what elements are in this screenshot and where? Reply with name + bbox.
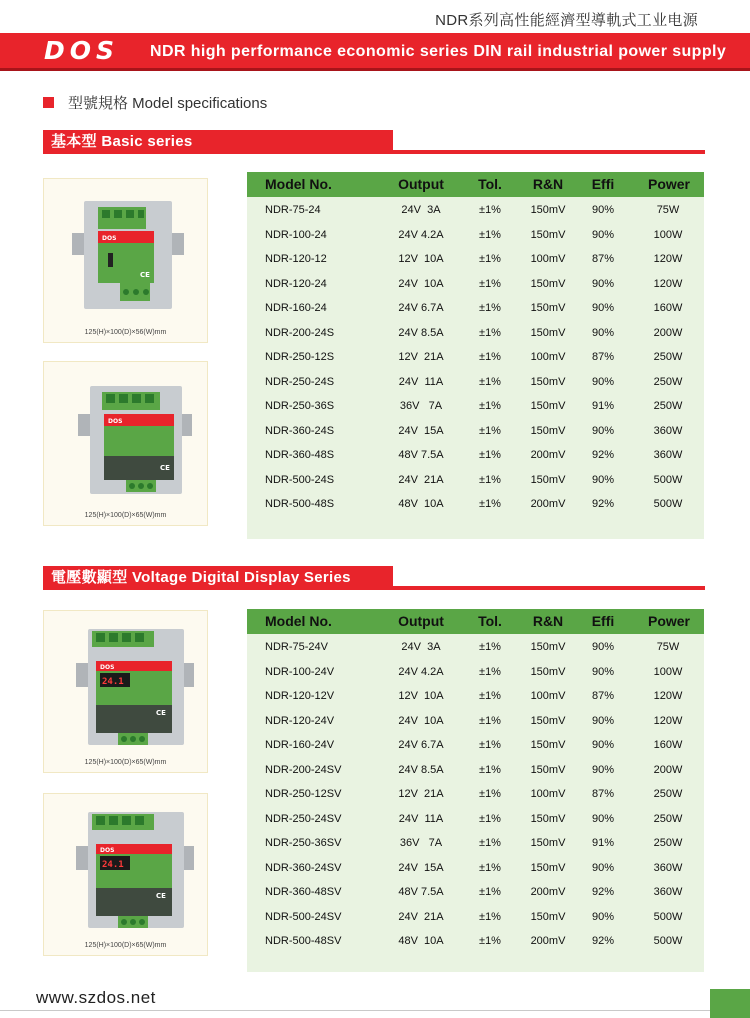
table-row — [247, 807, 704, 832]
product-dimensions: 125(H)×100(D)×65(W)mm — [84, 942, 167, 949]
table-row — [247, 929, 704, 954]
cell-effi: 90% — [591, 473, 615, 486]
cell-effi: 92% — [591, 935, 615, 947]
cell-rn: 200mV — [530, 449, 566, 461]
col-header-rn: R&N — [532, 176, 564, 192]
cell-output: 24V 15A — [398, 861, 444, 874]
cell-model: NDR-500-24S — [265, 473, 335, 486]
power-supply-image — [44, 794, 209, 934]
col-header-rn: R&N — [532, 613, 564, 629]
footer-accent-block — [710, 989, 750, 1018]
table-row — [247, 709, 704, 734]
col-header-tol: Tol. — [478, 613, 502, 629]
cell-power: 75W — [656, 641, 680, 653]
product-dimensions: 125(H)×100(D)×56(W)mm — [84, 329, 167, 336]
cell-power: 250W — [653, 351, 683, 363]
cell-model: NDR-200-24SV — [265, 763, 342, 776]
model-spec-heading — [43, 92, 267, 113]
cell-output: 24V 21A — [398, 473, 444, 486]
col-header-effi: Effi — [591, 613, 615, 629]
cell-model: NDR-250-36SV — [265, 837, 342, 849]
col-header-output: Output — [398, 176, 444, 192]
table-header — [247, 609, 704, 634]
cell-output: 24V 6.7A — [398, 739, 444, 751]
table-row — [247, 443, 704, 468]
cell-effi: 87% — [591, 253, 615, 265]
cell-power: 360W — [653, 449, 683, 461]
cell-tol: ±1% — [479, 714, 501, 727]
cell-output: 24V 8.5A — [398, 326, 444, 339]
cell-rn: 150mV — [530, 277, 566, 290]
cell-output: 48V 7.5A — [398, 449, 444, 461]
table-row — [247, 370, 704, 395]
cell-power: 120W — [653, 714, 683, 727]
spec-table-digital — [247, 609, 704, 972]
cell-rn: 100mV — [530, 351, 566, 363]
cell-tol: ±1% — [479, 498, 501, 510]
table-row — [247, 419, 704, 444]
power-supply-image — [44, 611, 209, 751]
cell-effi: 92% — [591, 886, 615, 898]
table-row — [247, 782, 704, 807]
cell-tol: ±1% — [479, 861, 501, 874]
cell-effi: 90% — [591, 641, 615, 653]
table-row — [247, 198, 704, 223]
cell-rn: 150mV — [530, 375, 566, 388]
cell-rn: 150mV — [530, 424, 566, 437]
col-header-power: Power — [647, 613, 690, 629]
display-readout-text: 24.1 — [102, 860, 124, 870]
cell-model: NDR-360-24SV — [265, 861, 342, 874]
cell-rn: 150mV — [530, 641, 566, 653]
cell-power: 500W — [653, 910, 683, 923]
cell-output: 24V 21A — [398, 910, 444, 923]
cell-tol: ±1% — [479, 253, 501, 265]
cell-power: 250W — [653, 812, 683, 825]
cell-power: 120W — [653, 690, 683, 702]
cell-model: NDR-250-24S — [265, 375, 335, 388]
table-row — [247, 856, 704, 881]
cell-effi: 90% — [591, 739, 615, 751]
cell-model: NDR-250-36S — [265, 400, 335, 412]
cell-rn: 100mV — [530, 690, 566, 702]
cell-tol: ±1% — [479, 788, 501, 800]
table-row — [247, 345, 704, 370]
cell-output: 48V 10A — [398, 935, 444, 947]
cell-rn: 150mV — [530, 837, 566, 849]
cell-output: 24V 15A — [398, 424, 444, 437]
section-title-basic: 基本型 Basic series — [43, 130, 393, 154]
cell-rn: 150mV — [530, 473, 566, 486]
table-row — [247, 660, 704, 685]
cell-tol: ±1% — [479, 302, 501, 314]
cell-model: NDR-250-12S — [265, 351, 335, 363]
cell-output: 24V 4.2A — [398, 665, 444, 678]
cell-output: 24V 3A — [401, 204, 441, 216]
cell-tol: ±1% — [479, 228, 501, 241]
header-title-cn: NDR系列高性能經濟型導軌式工业电源 — [435, 12, 698, 29]
cell-model: NDR-160-24V — [265, 739, 335, 751]
cell-power: 250W — [653, 788, 683, 800]
cell-model: NDR-120-24 — [265, 277, 327, 290]
cell-rn: 150mV — [530, 910, 566, 923]
cell-output: 24V 11A — [398, 375, 444, 388]
table-row — [247, 321, 704, 346]
table-row — [247, 394, 704, 419]
cell-tol: ±1% — [479, 375, 501, 388]
cell-model: NDR-360-48S — [265, 449, 335, 461]
product-brand-text: DOS — [108, 418, 123, 425]
product-brand-text: DOS — [102, 235, 117, 242]
table-row — [247, 492, 704, 517]
table-row — [247, 468, 704, 493]
col-header-model: Model No. — [265, 176, 332, 192]
cell-tol: ±1% — [479, 400, 501, 412]
cell-effi: 90% — [591, 910, 615, 923]
footer-website[interactable]: www.szdos.net — [36, 988, 156, 1007]
cell-rn: 150mV — [530, 714, 566, 727]
cell-tol: ±1% — [479, 837, 501, 849]
cell-power: 160W — [653, 739, 683, 751]
cell-output: 24V 3A — [401, 641, 441, 653]
cell-rn: 150mV — [530, 739, 566, 751]
cell-tol: ±1% — [479, 665, 501, 678]
cell-power: 200W — [653, 763, 683, 776]
cell-output: 24V 6.7A — [398, 302, 444, 314]
cell-power: 160W — [653, 302, 683, 314]
header-banner-shadow — [0, 68, 750, 71]
cell-power: 250W — [653, 400, 683, 412]
cell-power: 360W — [653, 886, 683, 898]
cell-rn: 150mV — [530, 204, 566, 216]
product-cert-text: CE — [156, 892, 166, 900]
cell-model: NDR-500-48S — [265, 498, 335, 510]
table-row — [247, 905, 704, 930]
cell-effi: 91% — [591, 837, 615, 849]
section-underline — [43, 586, 705, 590]
cell-effi: 90% — [591, 204, 615, 216]
power-supply-image — [44, 179, 209, 319]
cell-tol: ±1% — [479, 204, 501, 216]
cell-effi: 90% — [591, 861, 615, 874]
cell-model: NDR-160-24 — [265, 302, 327, 314]
cell-rn: 150mV — [530, 861, 566, 874]
col-header-tol: Tol. — [478, 176, 502, 192]
cell-rn: 200mV — [530, 886, 566, 898]
cell-model: NDR-75-24V — [265, 641, 328, 653]
cell-tol: ±1% — [479, 935, 501, 947]
cell-model: NDR-250-24SV — [265, 812, 342, 825]
cell-model: NDR-75-24 — [265, 204, 321, 216]
product-cert-text: CE — [160, 464, 170, 472]
cell-rn: 150mV — [530, 228, 566, 241]
table-row — [247, 758, 704, 783]
cell-effi: 90% — [591, 714, 615, 727]
cell-power: 120W — [653, 277, 683, 290]
cell-tol: ±1% — [479, 886, 501, 898]
cell-effi: 87% — [591, 788, 615, 800]
cell-model: NDR-120-12V — [265, 690, 335, 702]
power-supply-image — [44, 362, 209, 502]
cell-tol: ±1% — [479, 351, 501, 363]
cell-tol: ±1% — [479, 690, 501, 702]
cell-output: 24V 11A — [398, 812, 444, 825]
product-image-box — [43, 793, 208, 956]
cell-effi: 90% — [591, 302, 615, 314]
table-header — [247, 172, 704, 197]
cell-rn: 200mV — [530, 498, 566, 510]
cell-output: 48V 10A — [398, 498, 444, 510]
product-image-box — [43, 361, 208, 526]
cell-output: 24V 8.5A — [398, 763, 444, 776]
table-row — [247, 296, 704, 321]
cell-tol: ±1% — [479, 326, 501, 339]
cell-output: 48V 7.5A — [398, 886, 444, 898]
cell-model: NDR-200-24S — [265, 326, 335, 339]
cell-output: 36V 7A — [399, 837, 443, 849]
table-row — [247, 272, 704, 297]
product-brand-text: DOS — [100, 847, 115, 854]
product-cert-text: CE — [156, 709, 166, 717]
cell-rn: 150mV — [530, 326, 566, 339]
cell-power: 360W — [653, 424, 683, 437]
cell-rn: 150mV — [530, 812, 566, 825]
cell-tol: ±1% — [479, 449, 501, 461]
model-spec-heading-text: 型號規格 Model specifications — [68, 95, 268, 112]
cell-effi: 90% — [591, 665, 615, 678]
brand-logo: DOS — [44, 36, 120, 65]
cell-power: 120W — [653, 253, 683, 265]
col-header-power: Power — [647, 176, 690, 192]
footer-divider — [0, 1010, 750, 1011]
cell-effi: 91% — [591, 400, 615, 412]
table-row — [247, 223, 704, 248]
cell-tol: ±1% — [479, 812, 501, 825]
cell-effi: 90% — [591, 375, 615, 388]
table-row — [247, 831, 704, 856]
bullet-square-icon — [43, 97, 54, 108]
cell-rn: 150mV — [530, 665, 566, 678]
table-row — [247, 733, 704, 758]
cell-effi: 90% — [591, 326, 615, 339]
cell-model: NDR-100-24V — [265, 665, 335, 678]
cell-model: NDR-120-24V — [265, 714, 335, 727]
cell-power: 250W — [653, 375, 683, 388]
cell-power: 200W — [653, 326, 683, 339]
cell-model: NDR-360-48SV — [265, 886, 342, 898]
cell-model: NDR-250-12SV — [265, 788, 342, 800]
col-header-effi: Effi — [591, 176, 615, 192]
cell-effi: 90% — [591, 277, 615, 290]
cell-output: 12V 10A — [398, 253, 444, 265]
cell-effi: 92% — [591, 449, 615, 461]
section-title-digital: 電壓數顯型 Voltage Digital Display Series — [43, 566, 393, 590]
cell-effi: 87% — [591, 351, 615, 363]
cell-rn: 100mV — [530, 253, 566, 265]
cell-power: 500W — [653, 473, 683, 486]
cell-rn: 150mV — [530, 763, 566, 776]
cell-tol: ±1% — [479, 641, 501, 653]
cell-effi: 90% — [591, 763, 615, 776]
table-row — [247, 247, 704, 272]
product-cert-text: CE — [140, 271, 150, 279]
spec-table-basic — [247, 172, 704, 539]
col-header-output: Output — [398, 613, 444, 629]
display-readout-text: 24.1 — [102, 677, 124, 687]
cell-tol: ±1% — [479, 910, 501, 923]
cell-model: NDR-500-24SV — [265, 910, 342, 923]
product-dimensions: 125(H)×100(D)×65(W)mm — [84, 759, 167, 766]
table-row — [247, 635, 704, 660]
cell-output: 12V 21A — [398, 351, 444, 363]
product-image-box — [43, 178, 208, 343]
cell-output: 24V 10A — [398, 277, 444, 290]
col-header-model: Model No. — [265, 613, 332, 629]
cell-output: 12V 10A — [398, 690, 444, 702]
cell-power: 75W — [656, 204, 680, 216]
cell-output: 12V 21A — [398, 788, 444, 800]
cell-output: 24V 4.2A — [398, 228, 444, 241]
cell-rn: 150mV — [530, 302, 566, 314]
cell-power: 500W — [653, 498, 683, 510]
table-row — [247, 880, 704, 905]
cell-tol: ±1% — [479, 473, 501, 486]
cell-model: NDR-120-12 — [265, 253, 327, 265]
cell-power: 250W — [653, 837, 683, 849]
cell-effi: 90% — [591, 228, 615, 241]
product-dimensions: 125(H)×100(D)×65(W)mm — [84, 512, 167, 519]
cell-power: 100W — [653, 665, 683, 678]
cell-power: 360W — [653, 861, 683, 874]
cell-power: 100W — [653, 228, 683, 241]
cell-tol: ±1% — [479, 739, 501, 751]
cell-effi: 92% — [591, 498, 615, 510]
header-title-en: NDR high performance economic series DIN rail industrial power supply — [150, 43, 727, 60]
cell-rn: 200mV — [530, 935, 566, 947]
product-brand-text: DOS — [100, 664, 115, 671]
cell-model: NDR-360-24S — [265, 424, 335, 437]
cell-rn: 100mV — [530, 788, 566, 800]
table-row — [247, 684, 704, 709]
cell-rn: 150mV — [530, 400, 566, 412]
section-underline — [43, 150, 705, 154]
cell-effi: 90% — [591, 812, 615, 825]
cell-effi: 87% — [591, 690, 615, 702]
cell-tol: ±1% — [479, 277, 501, 290]
cell-model: NDR-100-24 — [265, 228, 327, 241]
cell-effi: 90% — [591, 424, 615, 437]
cell-model: NDR-500-48SV — [265, 935, 342, 947]
cell-output: 24V 10A — [398, 714, 444, 727]
cell-output: 36V 7A — [399, 400, 443, 412]
cell-power: 500W — [653, 935, 683, 947]
cell-tol: ±1% — [479, 763, 501, 776]
cell-tol: ±1% — [479, 424, 501, 437]
product-image-box — [43, 610, 208, 773]
